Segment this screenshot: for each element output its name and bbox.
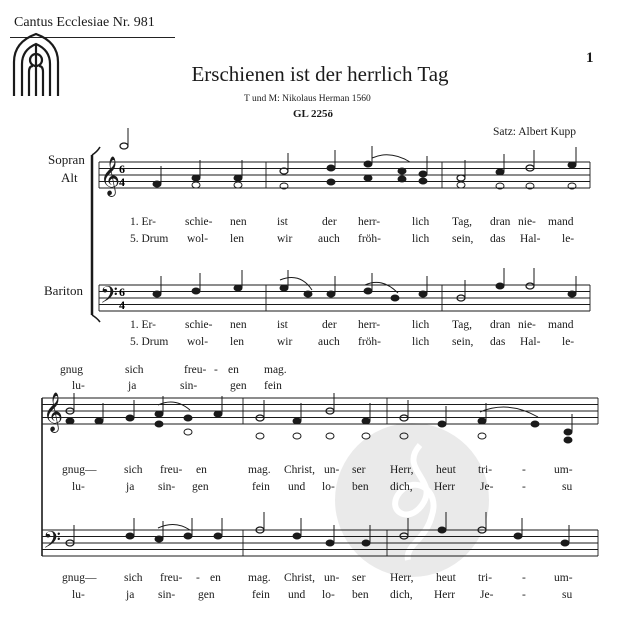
lyric-syllable: -	[522, 464, 526, 476]
lyric-syllable: freu-	[160, 464, 183, 476]
lyric-syllable: -	[522, 481, 526, 493]
lyric-syllable: freu-	[160, 572, 183, 584]
time-signature-lower: 4	[119, 298, 125, 312]
lyric-syllable: 5. Drum	[130, 233, 169, 245]
lyric-syllable: dran	[490, 216, 511, 228]
lyric-syllable: le-	[562, 336, 575, 348]
lyric-syllable: wol-	[187, 336, 209, 348]
lyric-syllable: ja	[126, 589, 135, 601]
lyric-syllable: Hal-	[520, 336, 541, 348]
lyric-syllable: gnug—	[62, 572, 97, 584]
lyric-syllable: schie-	[185, 319, 213, 331]
lyric-syllable: lu-	[72, 380, 85, 392]
time-signature-upper: 6	[119, 162, 125, 176]
lyric-syllable: -	[522, 572, 526, 584]
lyric-syllable: en	[196, 464, 207, 476]
lyric-syllable: len	[230, 233, 245, 245]
treble-clef-watermark-icon	[335, 423, 489, 577]
notes-treble-system2	[66, 393, 572, 443]
lyric-syllable: herr-	[358, 216, 381, 228]
lyric-syllable: 5. Drum	[130, 336, 169, 348]
lyric-syllable: mag.	[248, 464, 271, 476]
lyric-syllable: mand	[548, 319, 574, 331]
lyric-syllable: ser	[352, 464, 366, 476]
lyric-syllable: heut	[436, 464, 456, 476]
lyric-syllable: len	[230, 336, 245, 348]
lyric-syllable: wir	[277, 233, 293, 245]
time-signature-upper: 6	[119, 285, 125, 299]
lyric-syllable: der	[322, 319, 337, 331]
lyric-syllable: sich	[124, 572, 143, 584]
lyric-syllable: Herr	[434, 589, 456, 601]
lyric-syllable: ist	[277, 216, 288, 228]
voice-label-bariton: Bariton	[44, 283, 83, 298]
staff-treble-system2	[42, 398, 598, 424]
treble-clef-icon: 𝄞	[100, 156, 121, 196]
lyric-syllable: -	[522, 589, 526, 601]
lyric-syllable: sin-	[158, 481, 176, 493]
lyric-syllable: gnug	[60, 364, 83, 376]
page-number: 1	[586, 50, 594, 66]
lyric-syllable: nie-	[518, 216, 536, 228]
staff-bariton	[99, 285, 590, 311]
lyric-syllable: wol-	[187, 233, 209, 245]
hymn-title: Erschienen ist der herrlich Tag	[191, 62, 449, 86]
lyric-syllable: auch	[318, 336, 340, 348]
lyric-syllable: schie-	[185, 216, 213, 228]
lyric-syllable: tri-	[478, 572, 493, 584]
lyric-syllable: heut	[436, 572, 456, 584]
lyric-syllable: sin-	[180, 380, 198, 392]
lyric-syllable: gnug—	[62, 464, 97, 476]
lyric-syllable: gen	[192, 481, 209, 493]
lyric-syllable: gen	[198, 589, 215, 601]
lyric-syllable: mand	[548, 216, 574, 228]
lyric-syllable: lich	[412, 216, 430, 228]
lyric-syllable: ben	[352, 481, 369, 493]
lyric-syllable: en	[228, 364, 239, 376]
lyric-syllable: su	[562, 481, 573, 493]
lyric-syllable: su	[562, 589, 573, 601]
lyric-syllable: gen	[230, 380, 247, 392]
lyric-syllable: ben	[352, 589, 369, 601]
lyric-syllable: mag.	[248, 572, 271, 584]
notes-bariton	[153, 268, 576, 301]
lyric-syllable: dich,	[390, 589, 413, 601]
staff-bass-system2	[42, 398, 598, 556]
voice-label-alto: Alt	[61, 170, 78, 185]
lyric-syllable: Tag,	[452, 216, 472, 228]
lyric-syllable: fein	[252, 589, 270, 601]
bass-clef-icon: 𝄢	[100, 281, 119, 314]
lyric-syllable: ja	[128, 380, 137, 392]
lyric-syllable: 1. Er-	[130, 319, 156, 331]
lyric-syllable: ist	[277, 319, 288, 331]
lyric-syllable: lich	[412, 336, 430, 348]
arrangement-credit: Satz: Albert Kupp	[493, 126, 577, 138]
lyric-syllable: das	[490, 233, 506, 245]
staff-sopran-alt	[99, 162, 590, 188]
lyric-syllable: lo-	[322, 481, 335, 493]
lyric-syllable: wir	[277, 336, 293, 348]
lyric-syllable: sein,	[452, 233, 474, 245]
hymnal-reference: GL 225ö	[293, 108, 334, 120]
lyric-syllable: dich,	[390, 481, 413, 493]
lyric-syllable: sin-	[158, 589, 176, 601]
notes-sopran-alt	[120, 128, 576, 189]
lyric-syllable: un-	[324, 464, 340, 476]
lyric-syllable: und	[288, 589, 306, 601]
lyric-syllable: Je-	[480, 589, 494, 601]
lyric-syllable: mag.	[264, 364, 287, 376]
lyric-syllable: Christ,	[284, 464, 315, 476]
lyric-syllable: Herr,	[390, 464, 414, 476]
text-music-credit: T und M: Nikolaus Herman 1560	[244, 94, 371, 104]
treble-clef-icon: 𝄞	[43, 392, 64, 432]
lyric-syllable: le-	[562, 233, 575, 245]
lyric-syllable: um-	[554, 572, 573, 584]
lyric-syllable: auch	[318, 233, 340, 245]
lyric-syllable: Hal-	[520, 233, 541, 245]
lyric-syllable: der	[322, 216, 337, 228]
time-signature-lower: 4	[119, 175, 125, 189]
lyric-syllable: tri-	[478, 464, 493, 476]
lyric-syllable: lu-	[72, 481, 85, 493]
lyric-syllable: 1. Er-	[130, 216, 156, 228]
lyric-syllable: fröh-	[358, 336, 381, 348]
lyric-syllable: Herr	[434, 481, 456, 493]
lyric-syllable: lich	[412, 233, 430, 245]
lyric-syllable: nie-	[518, 319, 536, 331]
lyric-syllable: sich	[124, 464, 143, 476]
lyric-syllable: Je-	[480, 481, 494, 493]
lyric-syllable: sein,	[452, 336, 474, 348]
bass-clef-icon: 𝄢	[43, 526, 62, 559]
lyric-syllable: fröh-	[358, 233, 381, 245]
lyric-syllable: dran	[490, 319, 511, 331]
lyric-syllable: un-	[324, 572, 340, 584]
lyric-syllable: -	[214, 364, 218, 376]
lyric-syllable: ja	[126, 481, 135, 493]
lyric-syllable: nen	[230, 216, 247, 228]
lyric-syllable: -	[196, 572, 200, 584]
lyric-syllable: lo-	[322, 589, 335, 601]
voice-label-soprano: Sopran	[48, 152, 85, 167]
lyric-syllable: sich	[125, 364, 144, 376]
lyric-syllable: nen	[230, 319, 247, 331]
lyric-syllable: lu-	[72, 589, 85, 601]
lyric-syllable: Tag,	[452, 319, 472, 331]
lyric-syllable: Christ,	[284, 572, 315, 584]
lyric-syllable: lich	[412, 319, 430, 331]
lyric-syllable: Herr,	[390, 572, 414, 584]
lyric-syllable: fein	[264, 380, 282, 392]
notes-bass-system2	[66, 512, 569, 546]
lyric-syllable: ser	[352, 572, 366, 584]
lyric-syllable: und	[288, 481, 306, 493]
lyric-syllable: herr-	[358, 319, 381, 331]
lyric-syllable: en	[210, 572, 221, 584]
series-label: Cantus Ecclesiae Nr. 981	[14, 15, 155, 30]
lyric-syllable: fein	[252, 481, 270, 493]
lyric-syllable: um-	[554, 464, 573, 476]
lyric-syllable: das	[490, 336, 506, 348]
lyric-syllable: freu-	[184, 364, 207, 376]
gothic-window-icon	[14, 34, 58, 96]
